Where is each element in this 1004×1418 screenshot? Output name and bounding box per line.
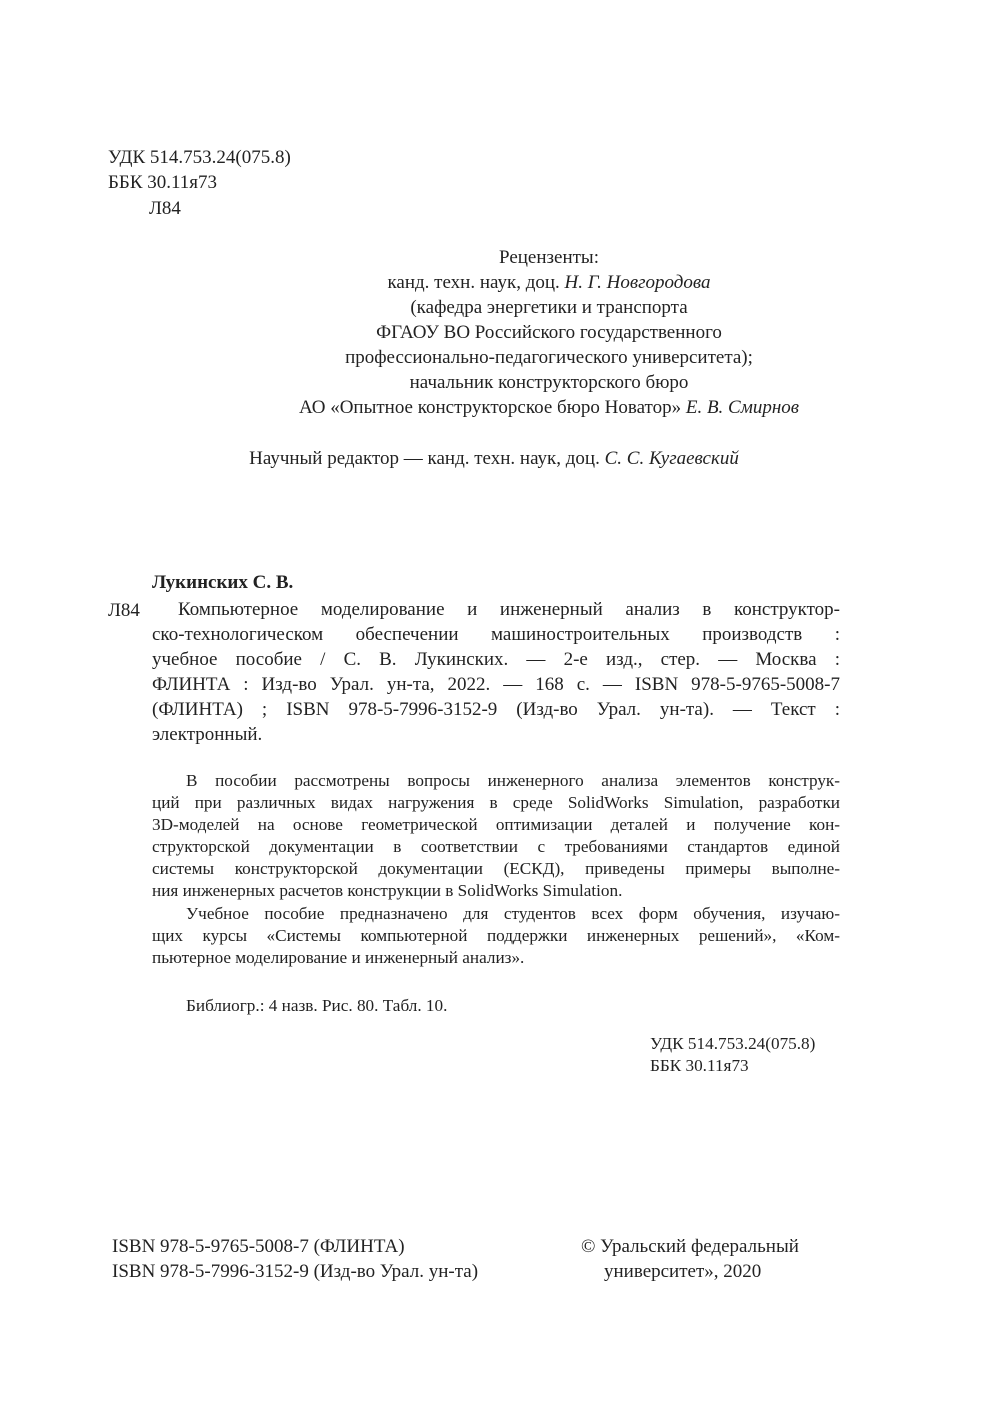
reviewers-title: Рецензенты: — [499, 247, 599, 268]
reviewer-1-name: Н. Г. Новгородова — [564, 272, 711, 293]
editor-prefix: Научный редактор — канд. техн. наук, доц. — [249, 448, 600, 469]
reviewer-2-title: начальник конструкторского бюро — [409, 372, 689, 393]
bib-line-3: учебное пособие / С. В. Лукинских. — 2-е изд., стер. — Москва : — [152, 649, 840, 670]
footer-udk-code: УДК 514.753.24(075.8) — [650, 1034, 816, 1053]
reviewer-2 — [224, 395, 874, 420]
scientific-editor — [164, 446, 824, 471]
footer-bbk-code: ББК 30.11я73 — [650, 1056, 749, 1075]
abstract-p1-line-3: 3D-моделей на основе геометрической оптимизации деталей и получение кон- — [152, 815, 840, 834]
author-heading — [152, 570, 293, 595]
reviewer-1 — [224, 270, 874, 295]
abstract-p2-line-1: Учебное пособие предназначено для студентов всех форм обучения, изучаю- — [186, 904, 840, 923]
author-mark: Л84 — [149, 198, 181, 219]
abstract-p2-line-3: пьютерное моделирование и инженерный анализ». — [152, 948, 525, 967]
editor-name: С. С. Кугаевский — [604, 448, 739, 469]
reviewer-1-affiliation-2: ФГАОУ ВО Российского государственного — [376, 322, 722, 343]
bib-line-6: электронный. — [152, 724, 263, 745]
copyright-line-1: © Уральский федеральный — [581, 1236, 799, 1257]
isbn-urfu: ISBN 978-5-7996-3152-9 (Изд-во Урал. ун-та) — [112, 1261, 479, 1282]
copyright-line-2: университет», 2020 — [604, 1261, 762, 1282]
abstract-p1-line-1: В пособии рассмотрены вопросы инженерного анализа элементов конструк- — [186, 771, 840, 790]
abstract-p1-line-2: ций при различных видах нагружения в среде SolidWorks Simulation, разработки — [152, 793, 840, 812]
bibliography-count: Библиогр.: 4 назв. Рис. 80. Табл. 10. — [186, 996, 448, 1015]
udk-code: УДК 514.753.24(075.8) — [108, 147, 291, 168]
isbn-flinta: ISBN 978-5-9765-5008-7 (ФЛИНТА) — [112, 1236, 405, 1257]
reviewer-2-org: АО «Опытное конструкторское бюро Новатор» — [298, 397, 682, 418]
bbk-code: ББК 30.11я73 — [108, 172, 218, 193]
bib-line-4: ФЛИНТА : Изд-во Урал. ун-та, 2022. — 168 с. — ISBN 978-5-9765-5008-7 — [152, 674, 840, 695]
abstract-p1-line-4: структорской документации в соответствии с требованиями стандартов единой — [152, 837, 840, 856]
bib-line-2: ско-технологическом обеспечении машиностроительных производств : — [152, 624, 840, 645]
author-name: Лукинских С. В. — [152, 572, 294, 593]
reviewer-1-prefix: канд. техн. наук, доц. — [387, 272, 560, 293]
abstract-p2-line-2: щих курсы «Системы компьютерной поддержки инженерных решений», «Ком- — [152, 926, 840, 945]
abstract-p1-line-6: ния инженерных расчетов конструкции в SolidWorks Simulation. — [152, 881, 623, 900]
reviewer-1-affiliation-3: профессионально-педагогического университета); — [345, 347, 753, 368]
bib-line-5: (ФЛИНТА) ; ISBN 978-5-7996-3152-9 (Изд-во Урал. ун-та). — Текст : — [152, 699, 840, 720]
bib-line-1: Компьютерное моделирование и инженерный анализ в конструктор- — [178, 599, 840, 620]
reviewer-1-affiliation-1: (кафедра энергетики и транспорта — [410, 297, 688, 318]
reviewer-2-name: Е. В. Смирнов — [685, 397, 800, 418]
abstract-p1-line-5: системы конструкторской документации (ЕСКД), приведены примеры выполне- — [152, 859, 840, 878]
bibliographic-mark: Л84 — [108, 600, 140, 621]
